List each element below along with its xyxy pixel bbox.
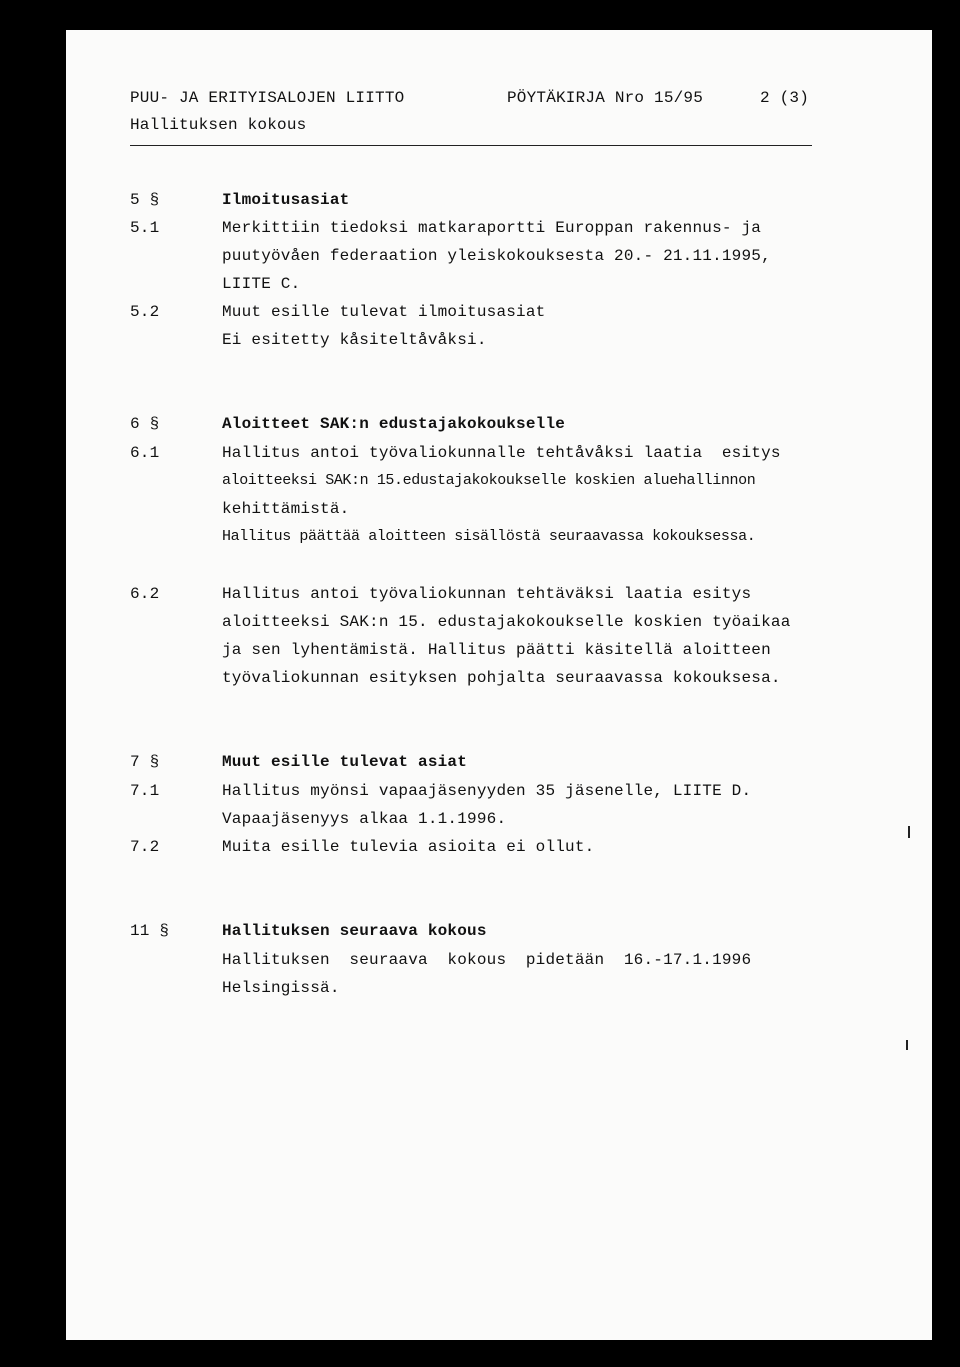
section-11-title: Hallituksen seuraava kokous xyxy=(222,922,487,940)
section-5-title: Ilmoitusasiat xyxy=(222,191,350,209)
item-5-1-number: 5.1 xyxy=(130,219,160,237)
section-5-number: 5 § xyxy=(130,191,160,209)
header-meeting: Hallituksen kokous xyxy=(130,116,307,134)
item-5-1-line: LIITE C. xyxy=(222,275,301,293)
section-7-title: Muut esille tulevat asiat xyxy=(222,753,468,771)
scan-mark xyxy=(906,1040,908,1050)
item-5-2-line: Muut esille tulevat ilmoitusasiat xyxy=(222,303,546,321)
section-11-line: Helsingissä. xyxy=(222,979,340,997)
item-6-1-line: aloitteeksi SAK:n 15.edustajakokoukselle koskien aluehallinnon xyxy=(222,472,756,489)
section-11-line: Hallituksen seuraava kokous pidetään 16.-17.1.1996 xyxy=(222,951,752,969)
item-6-2-line: ja sen lyhentämistä. Hallitus päätti käsitellä aloitteen xyxy=(222,641,771,659)
scan-mark xyxy=(908,826,910,838)
item-5-1-line: puutyövåen federaation yleiskokouksesta 20.- 21.11.1995, xyxy=(222,247,771,265)
item-7-1-line: Vapaajäsenyys alkaa 1.1.1996. xyxy=(222,810,507,828)
item-7-1-number: 7.1 xyxy=(130,782,160,800)
header-organization: PUU- JA ERITYISALOJEN LIITTO xyxy=(130,89,405,107)
item-7-2-line: Muita esille tulevia asioita ei ollut. xyxy=(222,838,595,856)
header-rule xyxy=(130,145,812,146)
item-6-2-number: 6.2 xyxy=(130,585,160,603)
header-document-number: PÖYTÄKIRJA Nro 15/95 xyxy=(507,89,704,107)
item-6-1-line: Hallitus antoi työvaliokunnalle tehtåvåksi laatia esitys xyxy=(222,444,781,462)
item-5-1-line: Merkittiin tiedoksi matkaraportti Europpan rakennus- ja xyxy=(222,219,762,237)
item-5-2-line: Ei esitetty kåsiteltåvåksi. xyxy=(222,331,487,349)
item-7-2-number: 7.2 xyxy=(130,838,160,856)
scan-border-bottom xyxy=(0,1342,960,1367)
item-5-2-number: 5.2 xyxy=(130,303,160,321)
item-6-2-line: Hallitus antoi työvaliokunnan tehtäväksi laatia esitys xyxy=(222,585,752,603)
item-6-2-line: työvaliokunnan esityksen pohjalta seuraavassa kokouksesa. xyxy=(222,669,781,687)
item-6-2-line: aloitteeksi SAK:n 15. edustajakokoukselle koskien työaikaa xyxy=(222,613,791,631)
section-6-number: 6 § xyxy=(130,415,160,433)
section-7-number: 7 § xyxy=(130,753,160,771)
scan-border-right xyxy=(928,20,960,1350)
section-11-number: 11 § xyxy=(130,922,170,940)
item-7-1-line: Hallitus myönsi vapaajäsenyyden 35 jäsenelle, LIITE D. xyxy=(222,782,752,800)
section-6-title: Aloitteet SAK:n edustajakokoukselle xyxy=(222,415,566,433)
header-page-number: 2 (3) xyxy=(760,89,810,107)
item-6-1-line: Hallitus päättää aloitteen sisällöstä seuraavassa kokouksessa. xyxy=(222,528,756,545)
item-6-1-line: kehittämistä. xyxy=(222,500,350,518)
item-6-1-number: 6.1 xyxy=(130,444,160,462)
